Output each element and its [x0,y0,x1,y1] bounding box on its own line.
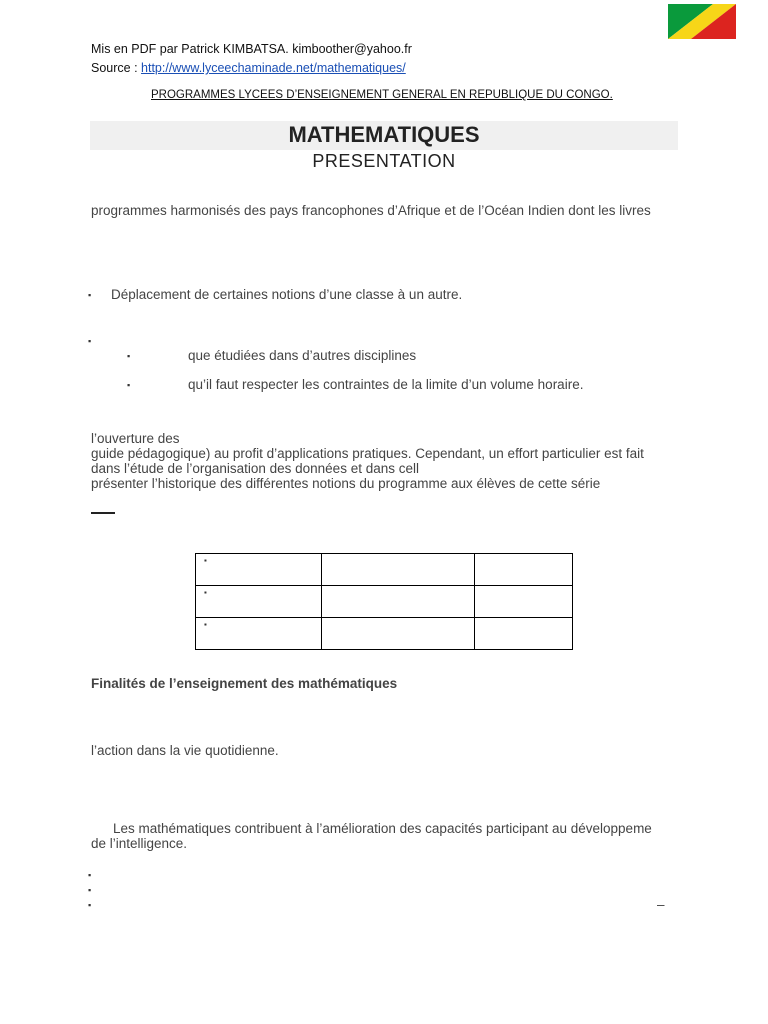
sub-bullet-item-1: que étudiées dans d’autres disciplines [188,348,417,363]
sub-bullet-item-2: qu’il faut respecter les contraintes de la limite d’un volume horaire. [188,377,584,392]
bullet-item-1: Déplacement de certaines notions d’une classe à un autre. [111,287,463,302]
table-cell [475,618,573,650]
page-subtitle: PRESENTATION [312,151,456,171]
table-cell [475,586,573,618]
paragraph-2-line-3: dans l’étude de l’organisation des données et dans cell [91,461,419,476]
page-title: MATHEMATIQUES [288,122,480,147]
paragraph-3: l’action dans la vie quotidienne. [91,743,279,758]
table-cell: ▪ [196,586,322,618]
table-row [196,618,573,650]
credit-line: Mis en PDF par Patrick KIMBATSA. kimboother@yahoo.fr [91,42,412,56]
table-cell [475,554,573,586]
bullet-marker: ▪ [88,885,92,895]
paragraph-2-line-1: l’ouverture des [91,431,180,446]
sub-bullet-marker: ▪ [127,380,131,390]
section-heading: Finalités de l’enseignement des mathématiques [91,676,398,691]
paragraph-2-line-4: présenter l’historique des différentes notions du programme aux élèves de cette série [91,476,601,491]
short-divider [91,512,115,514]
paragraph-2-line-2: guide pédagogique) au profit d’applications pratiques. Cependant, un effort particulier est fait [91,446,644,461]
content-table [195,553,573,650]
table-row [196,586,573,618]
table-cell [322,618,475,650]
paragraph-4-line-1: Les mathématiques contribuent à l’amélioration des capacités participant au développeme [113,821,652,836]
table-row [196,554,573,586]
bullet-marker: ▪ [88,336,92,346]
congo-flag-image [668,4,736,39]
bullet-marker: ▪ [88,900,92,910]
paragraph-1: programmes harmonisés des pays francophones d’Afrique et de l’Océan Indien dont les livres [91,203,651,218]
table-cell: ▪ [196,554,322,586]
table-cell [322,554,475,586]
source-link[interactable]: http://www.lyceechaminade.net/mathematiques/ [141,61,406,75]
trailing-dash: – [657,897,665,912]
program-title: PROGRAMMES LYCEES D’ENSEIGNEMENT GENERAL EN REPUBLIQUE DU CONGO. [151,89,613,101]
bullet-marker: ▪ [88,290,92,300]
paragraph-4-line-2: de l’intelligence. [91,836,188,851]
table-cell: ▪ [196,618,322,650]
sub-bullet-marker: ▪ [127,351,131,361]
source-label: Source : [91,61,142,75]
bullet-marker: ▪ [88,870,92,880]
source-line [91,61,406,75]
table-cell [322,586,475,618]
